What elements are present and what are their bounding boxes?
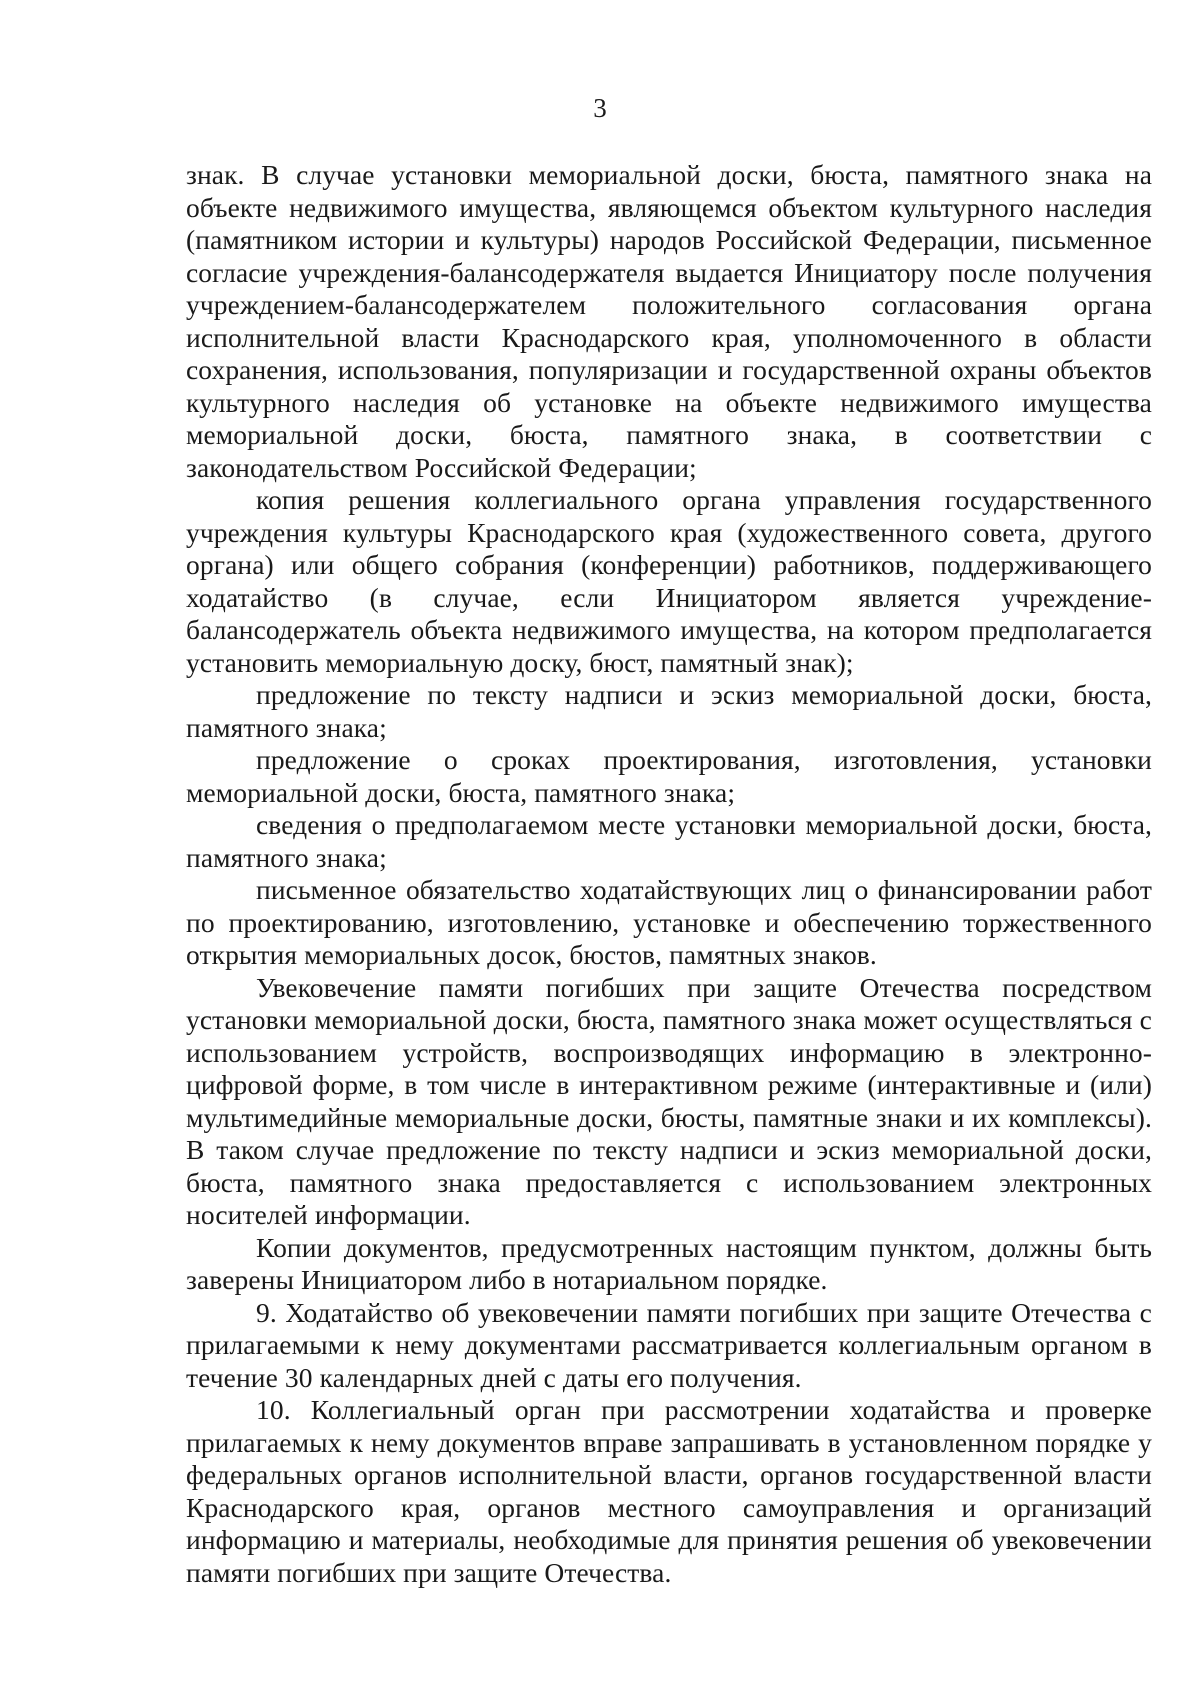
paragraph-location-info: сведения о предполагаемом месте установки мемориальной доски, бюста, памятного знака; [186, 809, 1152, 873]
paragraph-continuation: знак. В случае установки мемориальной доски, бюста, памятного знака на объекте недвижимого имущества, являющемся объектом культурного наследия (памятником истории и культуры) народов Российской Федерации, письменное согласие учреждения-балансодержателя выдается Инициатору после получения учреждением-балансодержателем положительного согласования органа исполнительной власти Краснодарского края, уполномоченного в области сохранения, использования, популяризации и государственной охраны объектов культурного наследия об установке на объекте недвижимого имущества мемориальной доски, бюста, памятного знака, в соответствии с законодательством Российской Федерации; [186, 159, 1152, 483]
paragraph-inscription-proposal: предложение по тексту надписи и эскиз мемориальной доски, бюста, памятного знака; [186, 679, 1152, 743]
paragraph-item-10: 10. Коллегиальный орган при рассмотрении ходатайства и проверке прилагаемых к нему документов вправе запрашивать в установленном порядке у федеральных органов исполнительной власти, органов государственной власти Краснодарского края, органов местного самоуправления и организаций информацию и материалы, необходимые для принятия решения об увековечении памяти погибших при защите Отечества. [186, 1394, 1152, 1588]
paragraph-financing-obligation: письменное обязательство ходатайствующих лиц о финансировании работ по проектированию, изготовлению, установке и обеспечению торжественного открытия мемориальных досок, бюстов, памятных знаков. [186, 874, 1152, 970]
paragraph-decision-copy: копия решения коллегиального органа управления государственного учреждения культуры Краснодарского края (художественного совета, другого органа) или общего собрания (конференции) работников, поддерживающего ходатайство (в случае, если Инициатором является учреждение-балансодержатель объекта недвижимого имущества, на котором предполагается установить мемориальную доску, бюст, памятный знак); [186, 484, 1152, 678]
paragraph-electronic-devices: Увековечение памяти погибших при защите Отечества посредством установки мемориальной доски, бюста, памятного знака может осуществляться с использованием устройств, воспроизводящих информацию в электронно-цифровой форме, в том числе в интерактивном режиме (интерактивные и (или) мультимедийные мемориальные доски, бюсты, памятные знаки и их комплексы). В таком случае предложение по тексту надписи и эскиз мемориальной доски, бюста, памятного знака предоставляется с использованием электронных носителей информации. [186, 971, 1152, 1230]
paragraph-document-copies: Копии документов, предусмотренных настоящим пунктом, должны быть заверены Инициатором либо в нотариальном порядке. [186, 1231, 1152, 1295]
document-body [186, 159, 1152, 1589]
paragraph-item-9: 9. Ходатайство об увековечении памяти погибших при защите Отечества с прилагаемыми к нему документами рассматривается коллегиальным органом в течение 30 календарных дней с даты его получения. [186, 1296, 1152, 1393]
page-number: 3 [593, 93, 607, 123]
paragraph-terms-proposal: предложение о сроках проектирования, изготовления, установки мемориальной доски, бюста, памятного знака; [186, 744, 1152, 808]
